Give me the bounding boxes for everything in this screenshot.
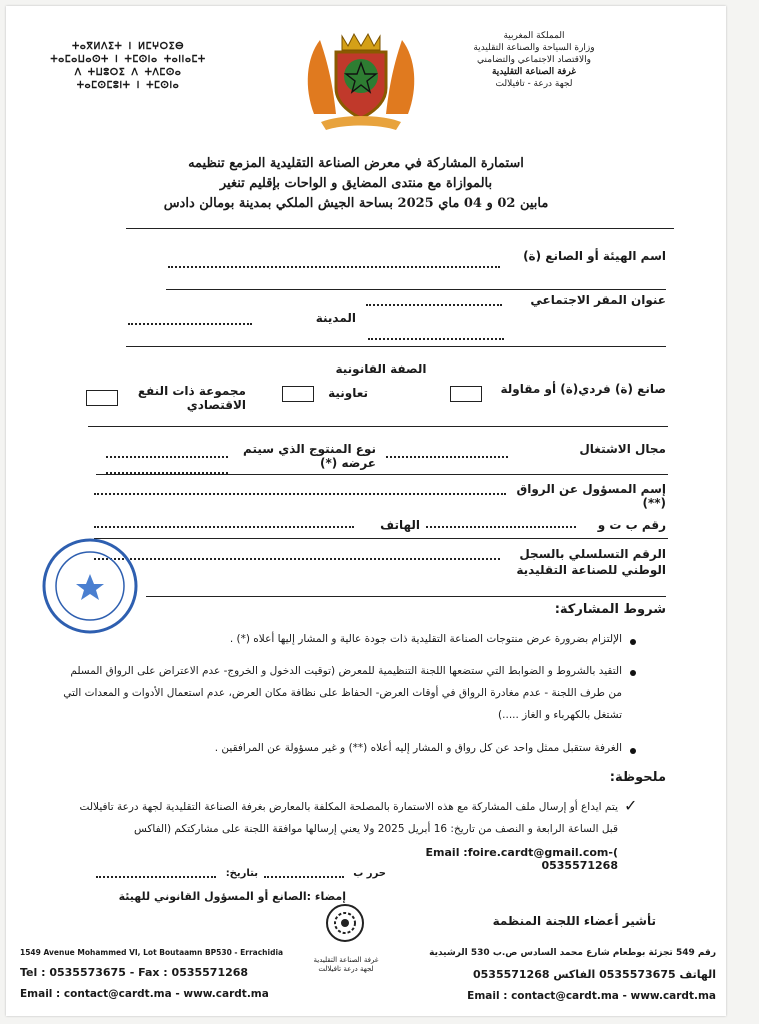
checkmark-icon: ✓	[624, 796, 638, 815]
field-label: مجال الاشتغال	[579, 442, 666, 456]
title-line: بالموازاة مع منتدى المضايق و الواحات بإقليم تنغير	[219, 176, 493, 191]
footer-address-ar: رقم 549 تجزئة بوطعام شارع محمد السادس ص.ب 530 الرشيدية	[429, 948, 716, 958]
address-field[interactable]	[366, 304, 502, 306]
title-line: مابين 02 و 04 ماي 2025 بساحة الجيش الملكي بمدينة بومالن دادس	[163, 196, 549, 211]
place-field[interactable]	[264, 876, 344, 878]
tifinagh-line: ⵜⴰⵎⴰⵡⴰⵙⵜ ⵏ ⵜⵎⵙⵏⴰ ⵜⴰⵏⵏⴰⵎⵜ	[50, 54, 206, 65]
coat-of-arms-emblem	[296, 18, 426, 136]
option-coop-checkbox[interactable]	[282, 386, 314, 402]
tifinagh-line: ⵜⴰⵎⵙⵎⵓⵏⵜ ⵏ ⵜⵎⵙⵏⴰ	[76, 80, 180, 91]
divider	[88, 426, 668, 427]
bullet	[630, 748, 636, 754]
registry-label: الرقم التسلسلي بالسجل الوطني للصناعة التقليدية	[516, 547, 666, 577]
condition-item: الإلتزام بضرورة عرض منتوجات الصناعة التقليدية ذات جودة عالية و المشار إليها أعلاه (*) .	[229, 633, 622, 645]
form-title	[126, 154, 586, 214]
ministry-line: غرفة الصناعة التقليدية	[491, 67, 577, 77]
responsible-label: إسم المسؤول عن الرواق (**)	[516, 482, 666, 510]
footer-email-ar: Email : contact@cardt.ma - www.cardt.ma	[467, 990, 716, 1002]
city-field[interactable]	[128, 323, 252, 325]
condition-item: التقيد بالشروط و الضوابط التي ستضعها اللجنة التنظيمية للمعرض (توقيت الدخول و الخروج- عدم الاعتراض على الرواق المسلم من طرف اللجنة - عدم مغادرة الرواق في أوقات العرض- الحفاظ على نظافة مكان العرض، عدم استعمال الأدوات و المعدات التي تشتغل بالكهرباء و الغاز .....)	[63, 665, 622, 721]
chamber-logo	[310, 901, 380, 961]
title-line: استمارة المشاركة في معرض الصناعة التقليدية المزمع تنظيمه	[188, 156, 524, 171]
note-title: ملحوظة:	[609, 770, 666, 785]
divider	[94, 538, 668, 539]
footer-address: 1549 Avenue Mohammed VI, Lot Boutaamn BP530 - Errachidia	[20, 948, 284, 957]
entity-name-field[interactable]	[168, 266, 500, 268]
address-label: عنوان المقر الاجتماعي	[530, 293, 666, 307]
logo-text-line: لجهة درعة تافيلالت	[318, 965, 374, 973]
form-page	[6, 6, 726, 1016]
divider	[96, 474, 668, 475]
option-individual-label: صانع (ة) فردي(ة) أو مقاولة	[500, 382, 666, 396]
date-label: بتاريخ:	[225, 868, 258, 879]
date-field[interactable]	[96, 876, 216, 878]
divider	[166, 289, 666, 290]
option-coop-label: تعاونية	[328, 386, 368, 400]
divider	[146, 596, 666, 597]
entity-name-label: اسم الهيئة أو الصانع (ة)	[523, 249, 666, 263]
ministry-header	[464, 30, 604, 90]
note-text: يتم ايداع أو إرسال ملف المشاركة مع هذه الاستمارة بالمصلحة المكلفة بالمعارض بغرفة الصناعة التقليدية لجهة درعة تافيلالت قبل الساعة الرابعة و النصف من تاريخ: 16 أبريل 2025 ولا يعني إرسالها موافقة اللجنة على مشاركتكم (الفاكس	[79, 801, 618, 835]
place-label: حرر ب	[353, 868, 386, 879]
tifinagh-line: ⵜⴰⴳⵍⴷⵉⵜ ⵏ ⵍⵎⵖⵔⵉⴱ	[71, 41, 185, 52]
bullet	[630, 670, 636, 676]
legal-status-title: الصفة القانونية	[335, 362, 427, 376]
field-input[interactable]	[386, 456, 508, 458]
option-group-checkbox[interactable]	[86, 390, 118, 406]
logo-text-line: غرفة الصناعة التقليدية	[313, 956, 379, 964]
bullet	[630, 639, 636, 645]
footer-phone-ar: الهاتف 0535573675 الفاكس 0535571268	[472, 968, 716, 981]
responsible-input[interactable]	[94, 493, 506, 495]
registry-input[interactable]	[94, 558, 500, 560]
footer-phone: Tel : 0535573675 - Fax : 0535571268	[20, 966, 249, 979]
option-individual-checkbox[interactable]	[450, 386, 482, 402]
product-label: نوع المنتوج الذي سيتم عرضه (*)	[243, 442, 376, 470]
conditions-title: شروط المشاركة:	[554, 602, 666, 617]
address-field-line2[interactable]	[368, 338, 504, 340]
official-stamp	[40, 536, 140, 636]
footer-email: Email : contact@cardt.ma - www.cardt.ma	[20, 988, 269, 1000]
ministry-line: المملكة المغربية	[503, 31, 565, 41]
ministry-line: وزارة السياحة والصناعة التقليدية	[473, 43, 595, 53]
ministry-line: لجهة درعة - تافيلالت	[495, 79, 573, 89]
divider	[126, 228, 674, 229]
cin-input[interactable]	[426, 526, 576, 528]
tifinagh-line: ⴷ ⵜⵡⵓⵔⵉ ⴷ ⵜⴷⵎⵙⴰ	[74, 67, 182, 78]
condition-item: الغرفة ستقبل ممثل واحد عن كل رواق و المشار إليه أعلاه (**) و غير مسؤولة عن المرافقين .	[214, 742, 622, 754]
chamber-logo-text	[296, 956, 396, 974]
city-label: المدينة	[315, 311, 356, 325]
signature-label: إمضاء :الصانع أو المسؤول القانوني للهيئة	[118, 890, 346, 903]
phone-input[interactable]	[94, 526, 354, 528]
divider	[126, 346, 666, 347]
phone-label: الهاتف	[380, 518, 420, 532]
tifinagh-header	[28, 40, 228, 92]
committee-label: تأشير أعضاء اللجنة المنظمة	[492, 914, 656, 928]
option-group-label: مجموعة ذات النفع الاقتصادي	[137, 384, 246, 412]
cin-label: رقم ب ت و	[597, 518, 666, 532]
ministry-line: والاقتصاد الاجتماعي والتضامني	[477, 55, 591, 65]
note-contact: Email :foire.cardt@gmail.com-( 0535571268	[425, 846, 618, 872]
product-input[interactable]	[106, 456, 228, 458]
